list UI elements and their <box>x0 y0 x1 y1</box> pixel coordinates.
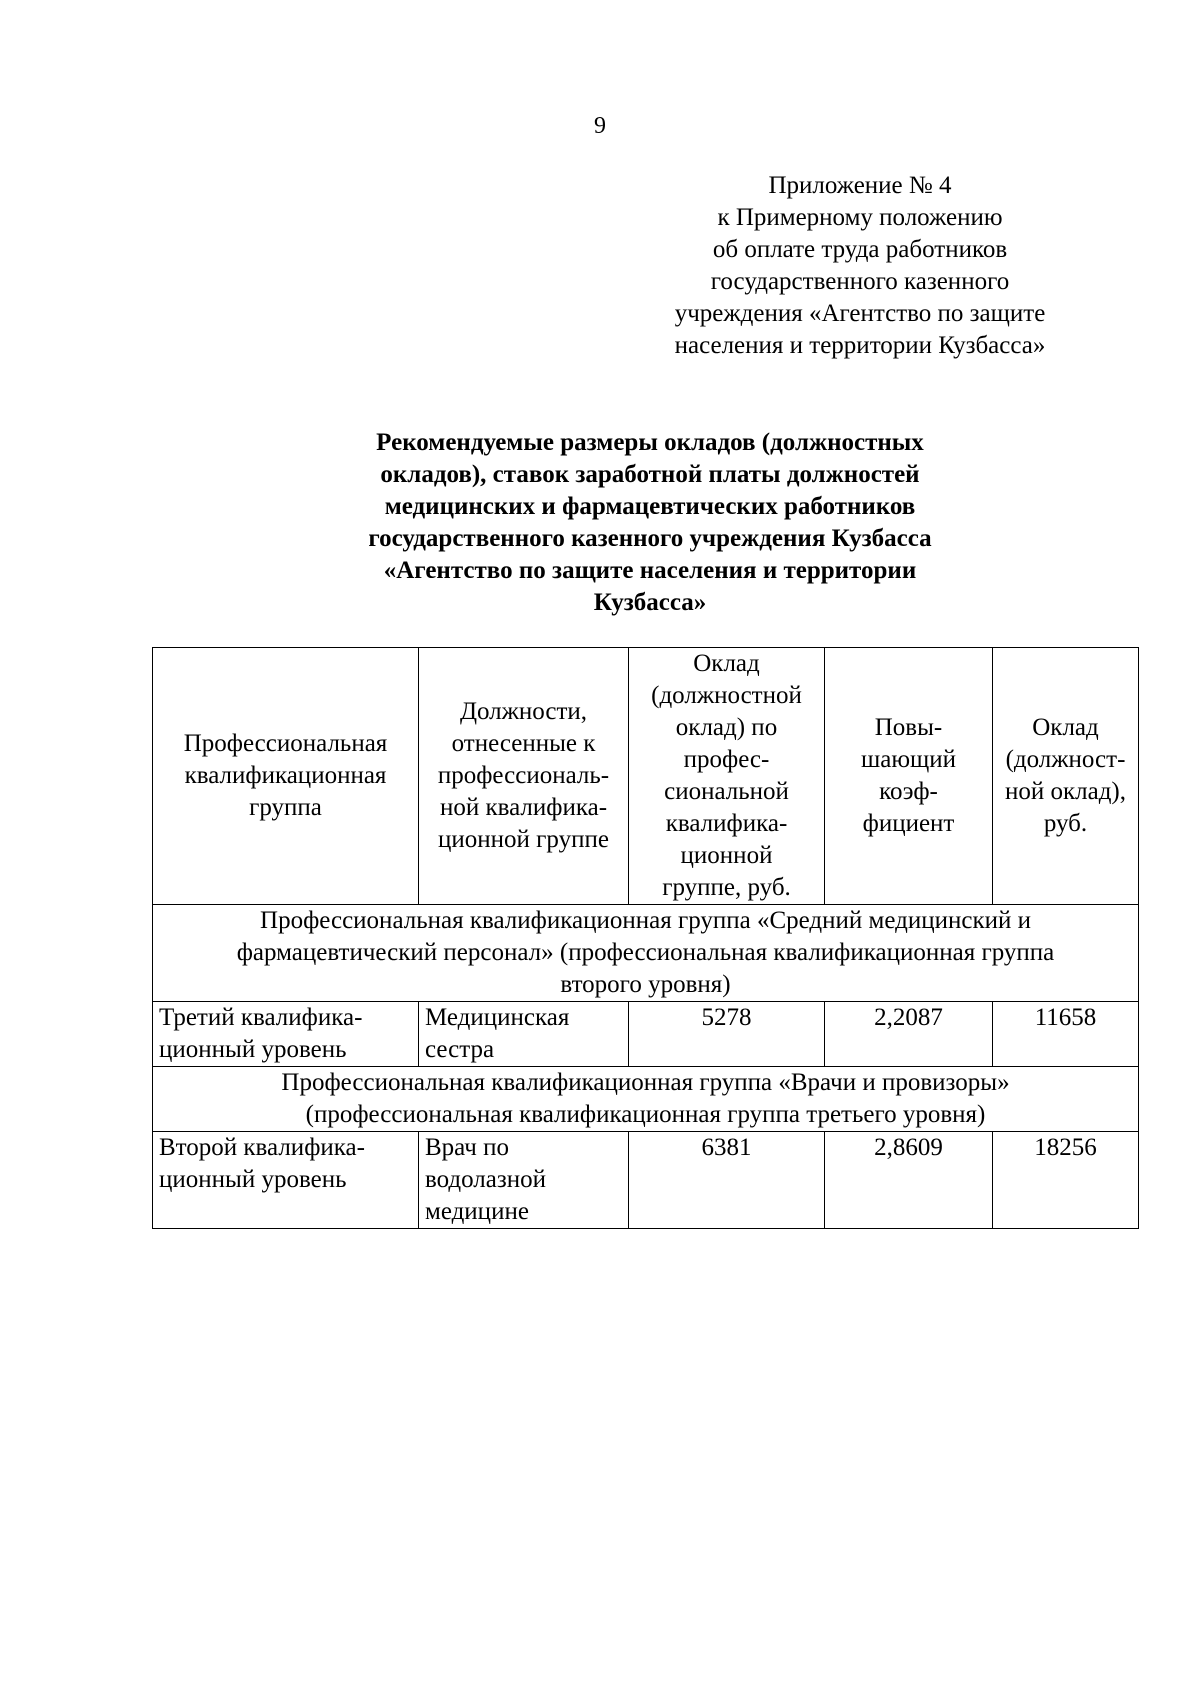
position: Медицинская сестра <box>419 1002 629 1067</box>
document-title <box>300 427 1000 619</box>
coefficient: 2,2087 <box>825 1002 993 1067</box>
appendix-line: населения и территории Кузбасса» <box>674 332 1046 359</box>
header-coefficient: Повы- шающий коэф- фициент <box>825 648 993 905</box>
header-salary: Оклад (должност- ной оклад), руб. <box>993 648 1139 905</box>
qualification-level: Третий квалифика- ционный уровень <box>153 1002 419 1067</box>
title-line: Кузбасса» <box>593 589 707 616</box>
appendix-line: государственного казенного <box>710 268 1010 295</box>
header-qualification-group: Профессиональная квалификационная группа <box>153 648 419 905</box>
page-number: 9 <box>594 113 606 139</box>
title-line: медицинских и фармацевтических работников <box>384 493 916 520</box>
appendix-line: об оплате труда работников <box>712 236 1008 263</box>
title-line: Рекомендуемые размеры окладов (должностных <box>376 429 924 456</box>
salary-table <box>152 647 1139 1229</box>
header-positions: Должности, отнесенные к профессиональ- ной квалифика- ционной группе <box>419 648 629 905</box>
base-salary: 5278 <box>629 1002 825 1067</box>
group-row <box>153 905 1139 1002</box>
title-line: окладов), ставок заработной платы должностей <box>380 461 920 488</box>
header-base-salary: Оклад (должностной оклад) по профес- сиональной квалифика- ционной группе, руб. <box>629 648 825 905</box>
qualification-level: Второй квалифика- ционный уровень <box>153 1132 419 1229</box>
group-row <box>153 1067 1139 1132</box>
table-header-row <box>153 648 1139 905</box>
appendix-line: к Примерному положению <box>717 204 1003 231</box>
coefficient: 2,8609 <box>825 1132 993 1229</box>
appendix-line: Приложение № 4 <box>768 172 952 199</box>
table-row <box>153 1132 1139 1229</box>
title-line: «Агентство по защите населения и территории <box>383 557 917 584</box>
base-salary: 6381 <box>629 1132 825 1229</box>
appendix-note <box>640 170 1080 362</box>
salary: 18256 <box>993 1132 1139 1229</box>
salary: 11658 <box>993 1002 1139 1067</box>
appendix-line: учреждения «Агентство по защите <box>674 300 1046 327</box>
group-title: Профессиональная квалификационная группа «Средний медицинский и фармацевтический персонал» (профессиональная квалификационная группа второго уровня) <box>153 905 1139 1002</box>
table-row <box>153 1002 1139 1067</box>
title-line: государственного казенного учреждения Кузбасса <box>368 525 932 552</box>
position: Врач по водолазной медицине <box>419 1132 629 1229</box>
group-title: Профессиональная квалификационная группа «Врачи и провизоры» (профессиональная квалификационная группа третьего уровня) <box>153 1067 1139 1132</box>
